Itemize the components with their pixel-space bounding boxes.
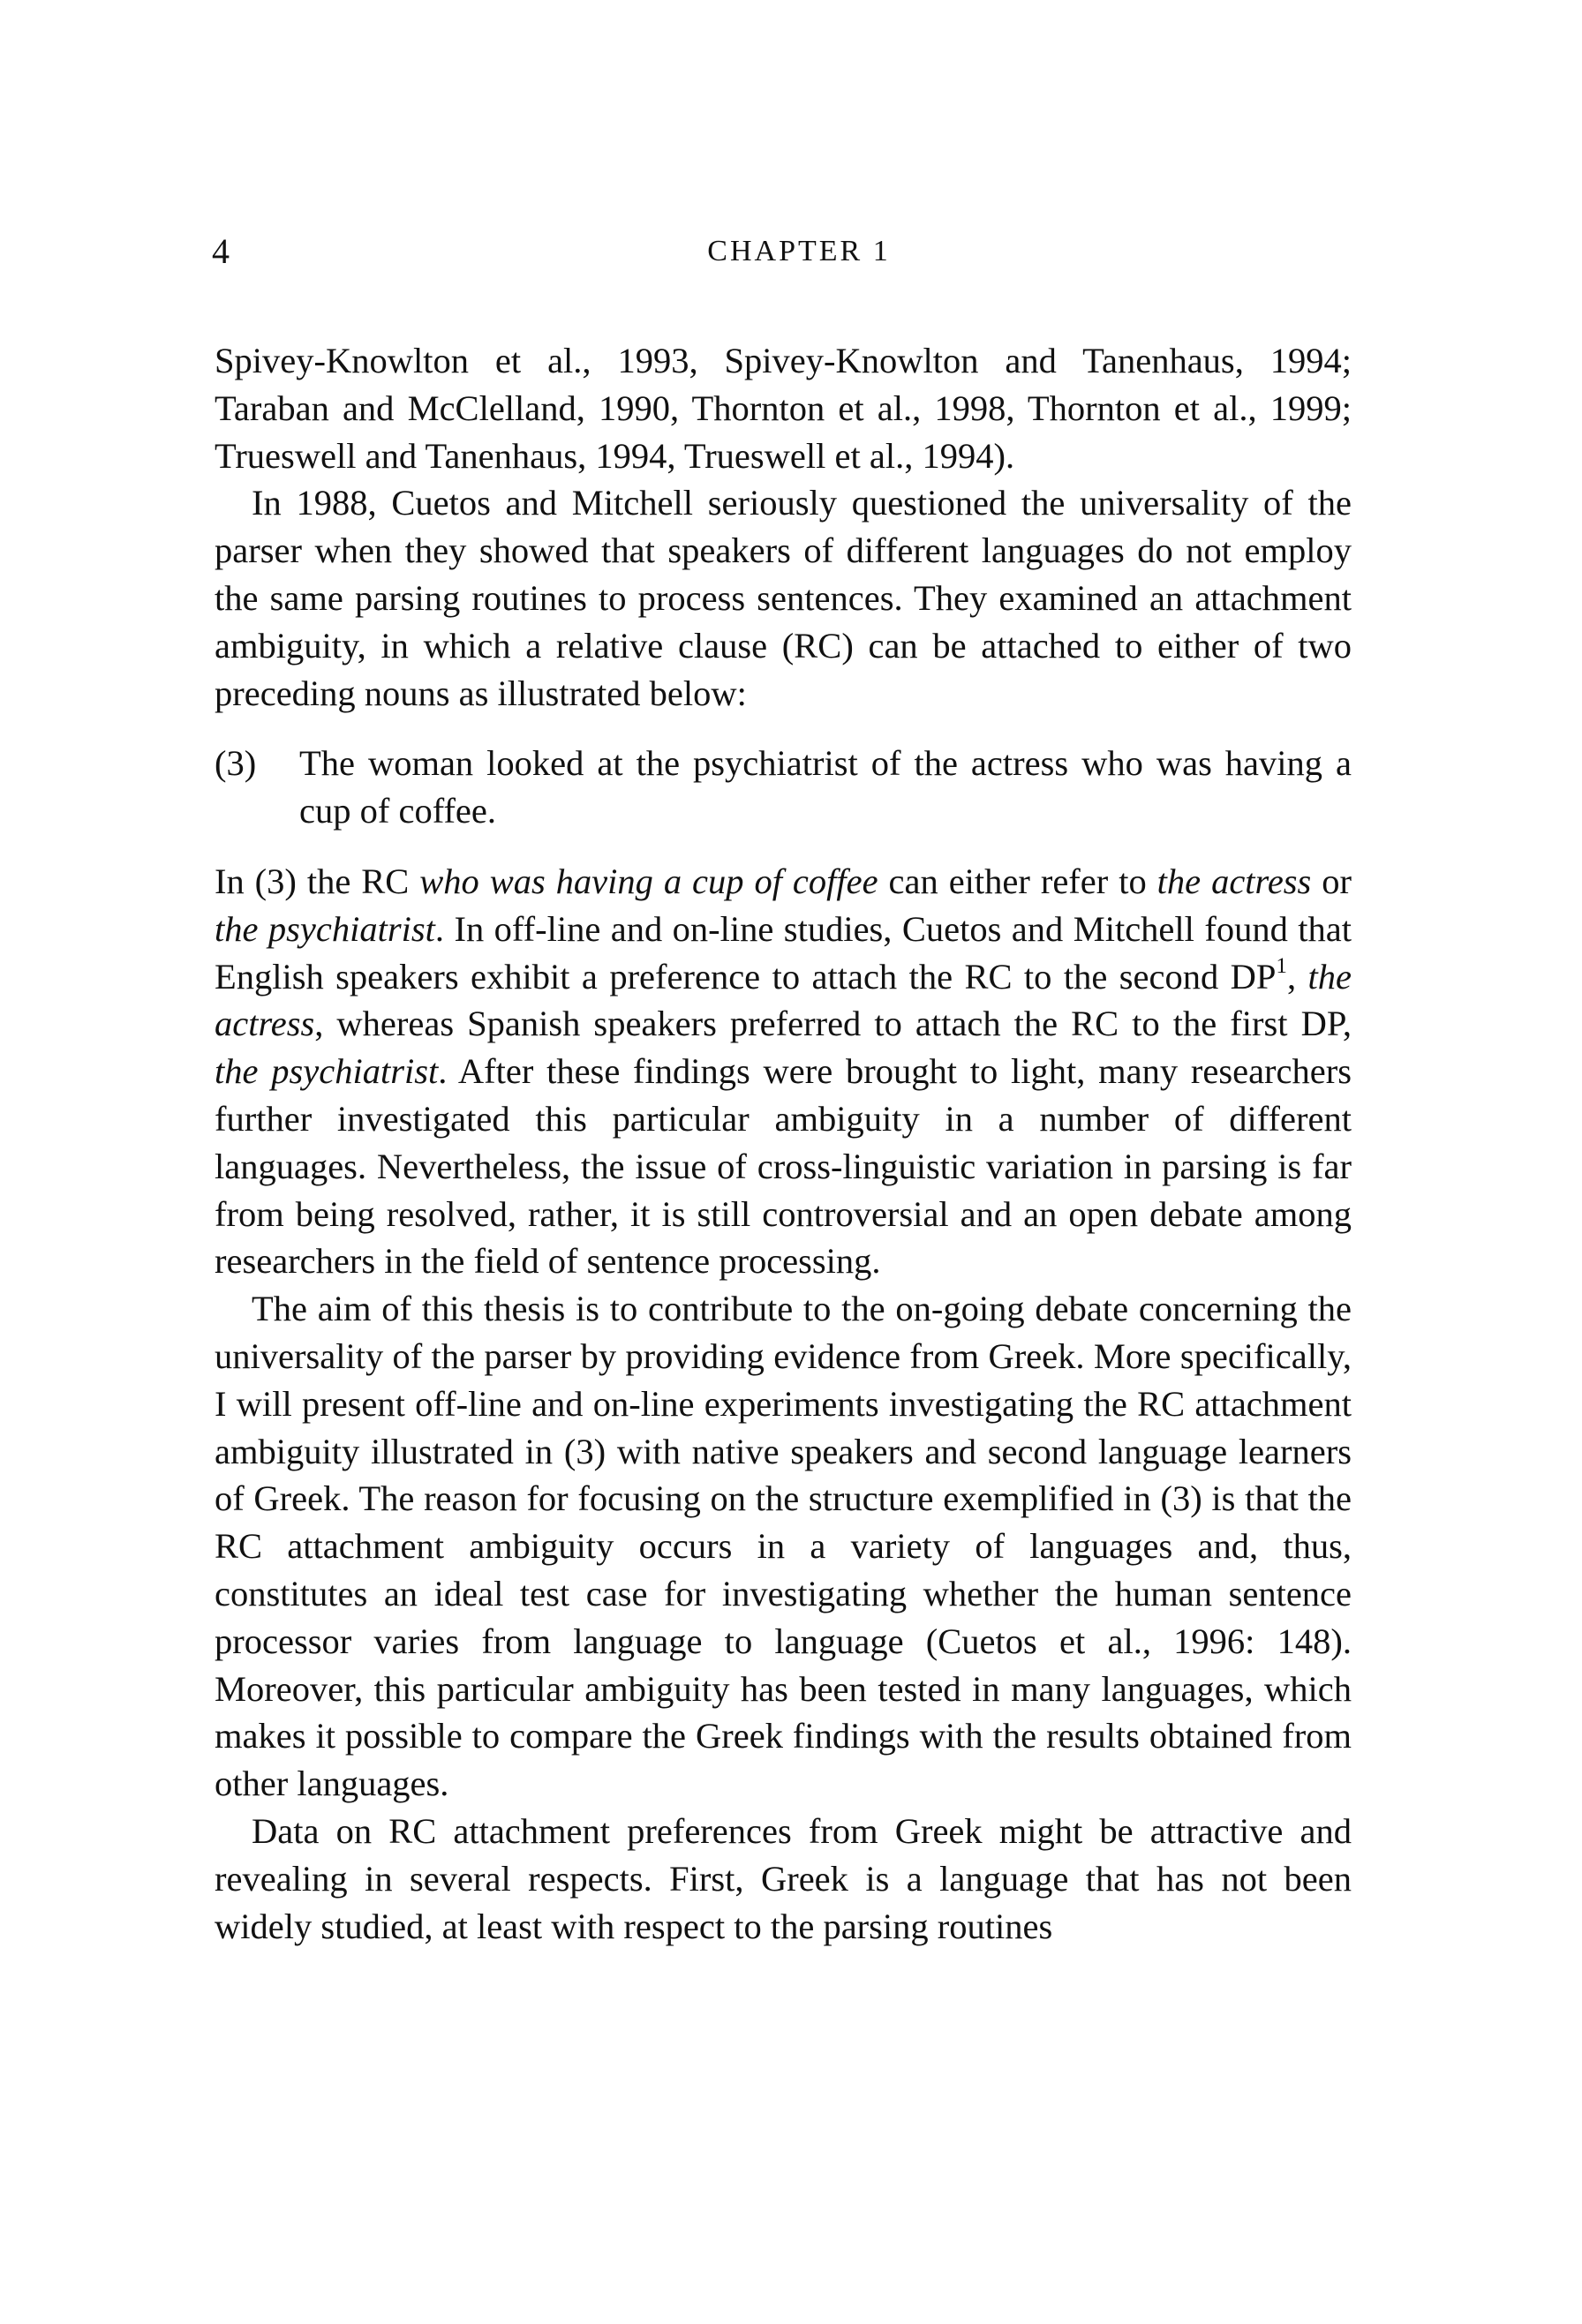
example-3 [215, 740, 1352, 835]
paragraph-greek-data: Data on RC attachment preferences from Greek might be attractive and revealing in several respects. First, Greek is a language that has not been widely studied, at least with respect to the parsing routines [215, 1810, 1352, 1946]
paragraph-rc-discussion [215, 858, 1352, 1285]
page-number: 4 [212, 231, 230, 271]
running-head: CHAPTER 1 [707, 235, 891, 267]
text-run: . After these findings were brought to light, many researchers further investigated this particular ambiguity in a number of different languages. Nevertheless, the issue of cross-linguistic variation in parsing is far from being resolved, rather, it is still controversial and an open debate among researchers in the field of sentence processing. [215, 1051, 1352, 1282]
paragraph-citations: Spivey-Knowlton et al., 1993, Spivey-Knowlton and Tanenhaus, 1994; Taraban and McClelland, 1990, Thornton et al., 1998, Thornton et al., 1999; Trueswell and Tanenhaus, 1994, Trueswell et al., 1994). [215, 341, 1352, 476]
italic-run: the actress [1156, 861, 1312, 901]
text-run: , [1286, 956, 1308, 997]
text-run: , whereas Spanish speakers preferred to attach the RC to the first DP, [314, 1004, 1352, 1044]
text-run: or [1311, 861, 1352, 901]
italic-run: the psychiatrist [215, 908, 435, 949]
body-text [215, 337, 1352, 1950]
page-header [212, 225, 1386, 278]
paragraph-thesis-aim: The aim of this thesis is to contribute to the on-going debate concerning the universality of the parser by providing evidence from Greek. More specifically, I will present off-line and on-line experiments investigating the RC attachment ambiguity illustrated in (3) with native speakers and second language learners of Greek. The reason for focusing on the structure exemplified in (3) is that the RC attachment ambiguity occurs in a variety of languages and, thus, constitutes an ideal test case for investigating whether the human sentence processor varies from language to language (Cuetos et al., 1996: 148). Moreover, this particular ambiguity has been tested in many languages, which makes it possible to compare the Greek findings with the results obtained from other languages. [215, 1289, 1352, 1804]
italic-run: who was having a cup of coffee [419, 861, 878, 901]
text-run: In (3) the RC [215, 861, 420, 901]
paragraph-cuetos-mitchell: In 1988, Cuetos and Mitchell seriously questioned the universality of the parser when they showed that speakers of different languages do not employ the same parsing routines to process sentences. They examined an attachment ambiguity, in which a relative clause (RC) can be attached to either of two preceding nouns as illustrated below: [215, 483, 1352, 713]
example-sentence: The woman looked at the psychiatrist of the actress who was having a cup of coffee. [299, 743, 1352, 831]
example-number: (3) [215, 743, 257, 784]
italic-run: the psychiatrist [215, 1051, 439, 1092]
footnote-marker[interactable]: 1 [1276, 953, 1287, 978]
italic-run: the actress [215, 956, 1352, 1044]
text-run: . In off-line and on-line studies, Cuetos and Mitchell found that English speakers exhibit a preference to attach the RC to the second DP [215, 908, 1352, 997]
text-run: can either refer to [878, 861, 1157, 901]
